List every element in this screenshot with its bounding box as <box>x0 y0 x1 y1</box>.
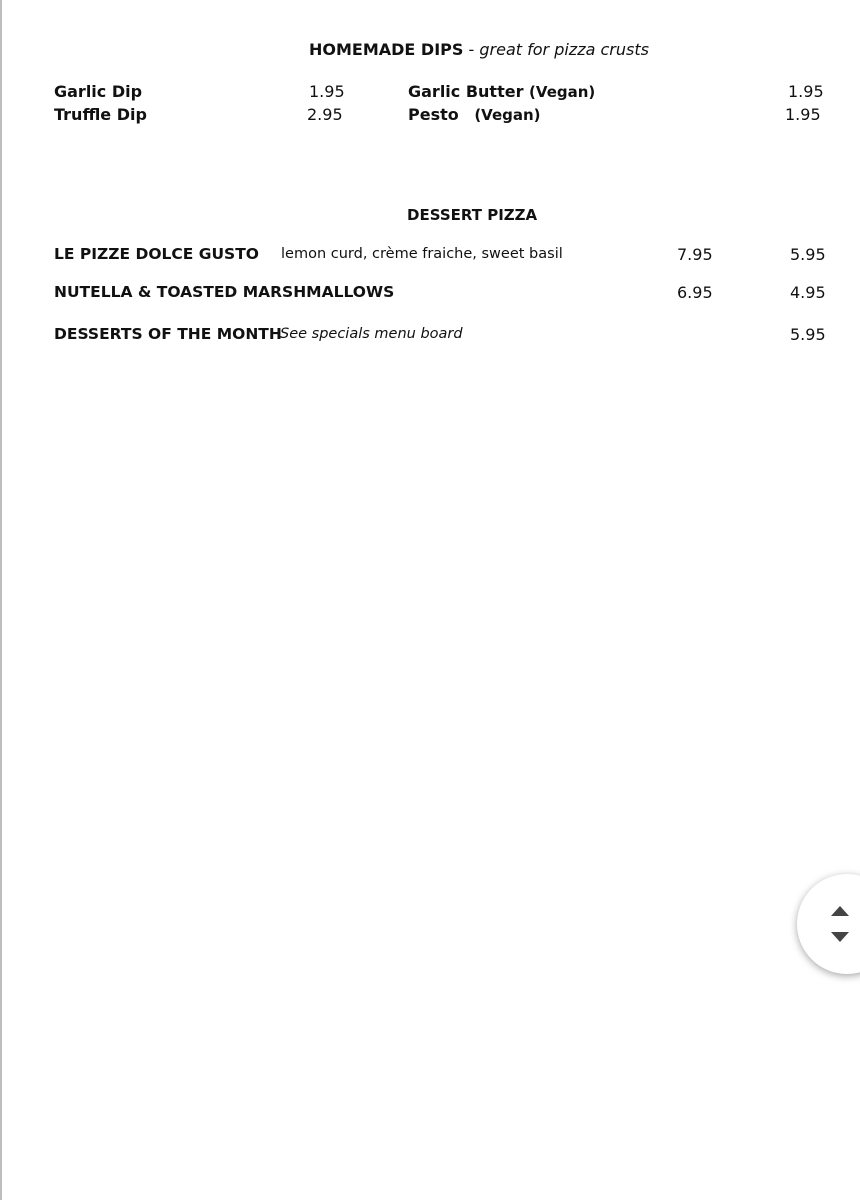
dip-item-name-row <box>408 105 541 124</box>
dip-item-name: Garlic Butter <box>408 82 524 101</box>
dip-item-qualifier: (Vegan) <box>474 106 541 124</box>
dip-item-name: Garlic Dip <box>54 82 143 101</box>
dessert-item-price-small: 5.95 <box>790 325 826 344</box>
dips-section-heading <box>309 40 649 59</box>
dips-heading-subtitle: great for pizza crusts <box>479 40 649 59</box>
dessert-item-name: NUTELLA & TOASTED MARSHMALLOWS <box>54 283 395 301</box>
dips-heading-title: HOMEMADE DIPS <box>309 40 464 59</box>
dessert-item-price-large: 6.95 <box>677 283 713 302</box>
dessert-item-price-large: 7.95 <box>677 245 713 264</box>
scroll-control-button[interactable] <box>797 874 860 974</box>
dessert-item-name: LE PIZZE DOLCE GUSTO <box>54 245 259 263</box>
triangle-up-icon[interactable] <box>831 906 849 916</box>
dip-item-name-row <box>408 82 595 101</box>
dessert-section-heading: DESSERT PIZZA <box>407 206 538 224</box>
triangle-down-icon[interactable] <box>831 932 849 942</box>
dip-item-price: 1.95 <box>785 105 821 124</box>
dip-item-qualifier: (Vegan) <box>529 83 596 101</box>
dip-item-price: 1.95 <box>788 82 824 101</box>
dip-item-name: Truffle Dip <box>54 105 147 124</box>
dip-item-price: 1.95 <box>309 82 345 101</box>
dip-item-name: Pesto <box>408 105 459 124</box>
dip-item-price: 2.95 <box>307 105 343 124</box>
dessert-item-description: See specials menu board <box>280 326 463 342</box>
dessert-item-name: DESSERTS OF THE MONTH <box>54 325 282 343</box>
dessert-item-price-small: 4.95 <box>790 283 826 302</box>
dessert-item-price-small: 5.95 <box>790 245 826 264</box>
dessert-item-description: lemon curd, crème fraiche, sweet basil <box>281 246 563 262</box>
dips-heading-separator: - <box>463 40 480 59</box>
page-left-border <box>0 0 2 1200</box>
